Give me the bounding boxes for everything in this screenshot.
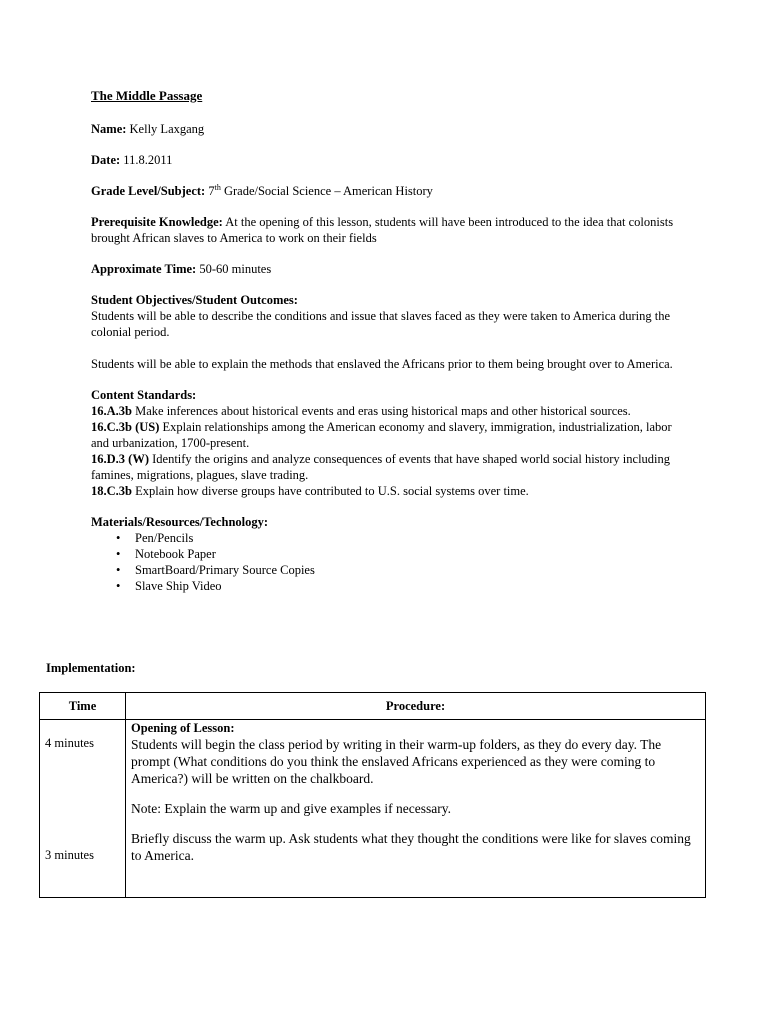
standard-item: [91, 451, 681, 483]
standard-text: Explain how diverse groups have contributed to U.S. social systems over time.: [135, 484, 529, 498]
standard-code: 16.C.3b (US): [91, 420, 160, 434]
time-value-1: 4 minutes: [45, 736, 94, 750]
standard-text: Explain relationships among the American economy and slavery, immigration, industrialization, labor and urbanization, 1700-present.: [91, 420, 672, 450]
standard-text: Make inferences about historical events and eras using historical maps and other historical sources.: [135, 404, 631, 418]
table-row: [40, 720, 706, 898]
objective-2: Students will be able to explain the methods that enslaved the Africans prior to them being brought over to America.: [91, 357, 673, 371]
name-line: [91, 121, 681, 137]
grade-superscript: th: [214, 182, 221, 192]
time-line: [91, 261, 681, 277]
objectives-section: [91, 292, 681, 372]
list-item: • Slave Ship Video: [135, 578, 681, 594]
date-line: [91, 152, 681, 168]
grade-number: 7: [208, 184, 215, 198]
prerequisite-label: Prerequisite Knowledge:: [91, 215, 223, 229]
list-item: • Notebook Paper: [135, 546, 681, 562]
materials-section: [91, 514, 681, 594]
grade-label: Grade Level/Subject:: [91, 184, 206, 198]
standards-heading: Content Standards:: [91, 388, 197, 402]
time-value: 50-60 minutes: [199, 262, 272, 276]
procedure-note: Note: Explain the warm up and give examples if necessary.: [131, 801, 452, 816]
implementation-heading: Implementation:: [46, 661, 136, 675]
grade-subject: Grade/Social Science – American History: [223, 184, 433, 198]
procedure-step-2: Briefly discuss the warm up. Ask students what they thought the conditions were like for slaves coming to America.: [131, 831, 691, 863]
list-item: • Pen/Pencils: [135, 530, 681, 546]
materials-list: [91, 530, 681, 594]
prerequisite-section: [91, 214, 681, 246]
time-label: Approximate Time:: [91, 262, 197, 276]
standard-code: 16.D.3 (W): [91, 452, 149, 466]
name-value: Kelly Laxgang: [129, 122, 205, 136]
standard-text: Identify the origins and analyze consequences of events that have shaped world social history including famines, migrations, plagues, slave trading.: [91, 452, 671, 482]
date-value: 11.8.2011: [123, 153, 173, 167]
procedure-column-header: Procedure:: [126, 693, 706, 720]
time-column-header: Time: [40, 693, 126, 720]
date-label: Date:: [91, 153, 121, 167]
name-label: Name:: [91, 122, 127, 136]
procedure-table: [39, 692, 706, 898]
list-item: • SmartBoard/Primary Source Copies: [135, 562, 681, 578]
time-value-2: 3 minutes: [45, 848, 94, 862]
opening-heading: Opening of Lesson:: [131, 721, 235, 735]
objective-1: Students will be able to describe the conditions and issue that slaves faced as they were taken to America during the colonial period.: [91, 309, 670, 339]
standard-item: [91, 419, 681, 451]
objectives-heading: Student Objectives/Student Outcomes:: [91, 293, 298, 307]
time-cell: [40, 720, 126, 898]
procedure-step-1: Students will begin the class period by writing in their warm-up folders, as they do every day. The prompt (What conditions do you think the enslaved Africans experienced as they were coming to America?) will be written on the chalkboard.: [131, 737, 662, 786]
table-header-row: [40, 693, 706, 720]
standard-code: 18.C.3b: [91, 484, 132, 498]
grade-line: [91, 183, 681, 199]
standard-item: [91, 403, 681, 419]
standards-section: [91, 387, 681, 499]
document-title: The Middle Passage: [91, 88, 203, 103]
lesson-plan-body: [91, 88, 681, 594]
materials-heading: Materials/Resources/Technology:: [91, 515, 269, 529]
prerequisite-text: At the opening of this lesson, students will have been introduced to the idea that colonists brought African slaves to America to work on their fields: [91, 215, 674, 245]
standard-code: 16.A.3b: [91, 404, 132, 418]
procedure-cell: [126, 720, 706, 898]
standard-item: [91, 483, 681, 499]
